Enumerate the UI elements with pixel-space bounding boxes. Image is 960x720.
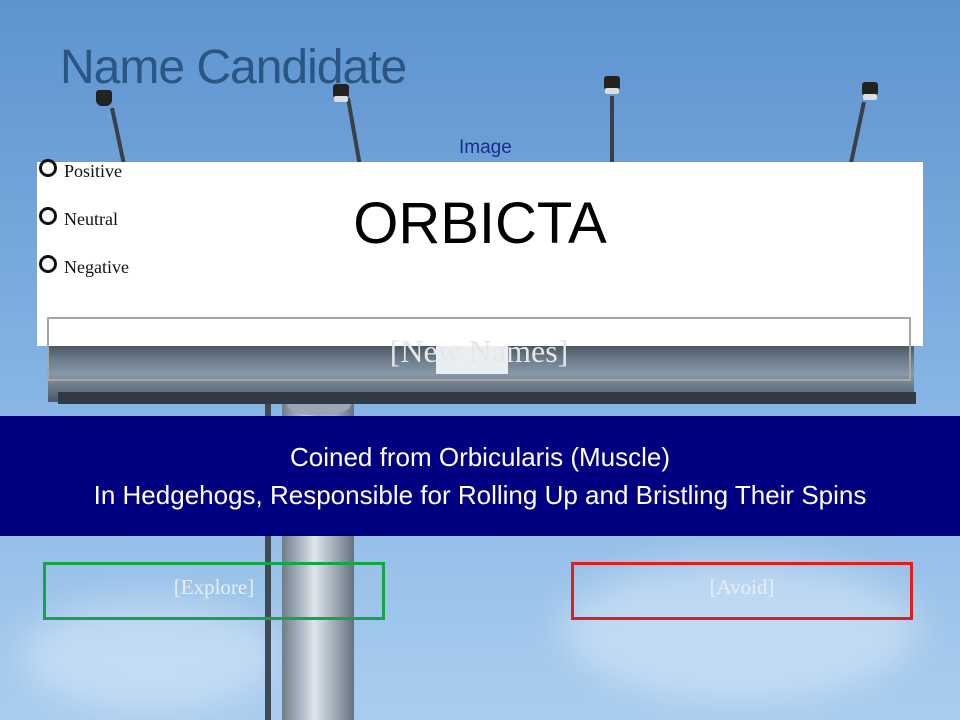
radio-circle-icon[interactable] — [39, 255, 57, 273]
avoid-button[interactable]: [Avoid] — [571, 562, 913, 620]
description-line-2: In Hedgehogs, Responsible for Rolling Up and Bristling Their Spins — [93, 480, 867, 510]
radio-neutral[interactable] — [39, 192, 129, 240]
radio-positive[interactable] — [39, 144, 129, 192]
radio-negative[interactable] — [39, 240, 129, 288]
sentiment-radio-group — [39, 144, 129, 288]
radio-circle-icon[interactable] — [39, 207, 57, 225]
description-line-1: Coined from Orbicularis (Muscle) — [290, 442, 670, 472]
description-band — [0, 416, 960, 536]
billboard-frame-bar — [58, 392, 916, 404]
page-title: Name Candidate — [60, 41, 407, 94]
new-names-field[interactable]: [New Names] — [47, 317, 911, 381]
radio-label: Negative — [64, 256, 129, 277]
radio-circle-icon[interactable] — [39, 159, 57, 177]
image-label: Image — [459, 137, 512, 158]
candidate-name: ORBICTA — [353, 191, 607, 256]
explore-button[interactable]: [Explore] — [43, 562, 385, 620]
radio-label: Neutral — [64, 208, 118, 229]
radio-label: Positive — [64, 160, 123, 181]
